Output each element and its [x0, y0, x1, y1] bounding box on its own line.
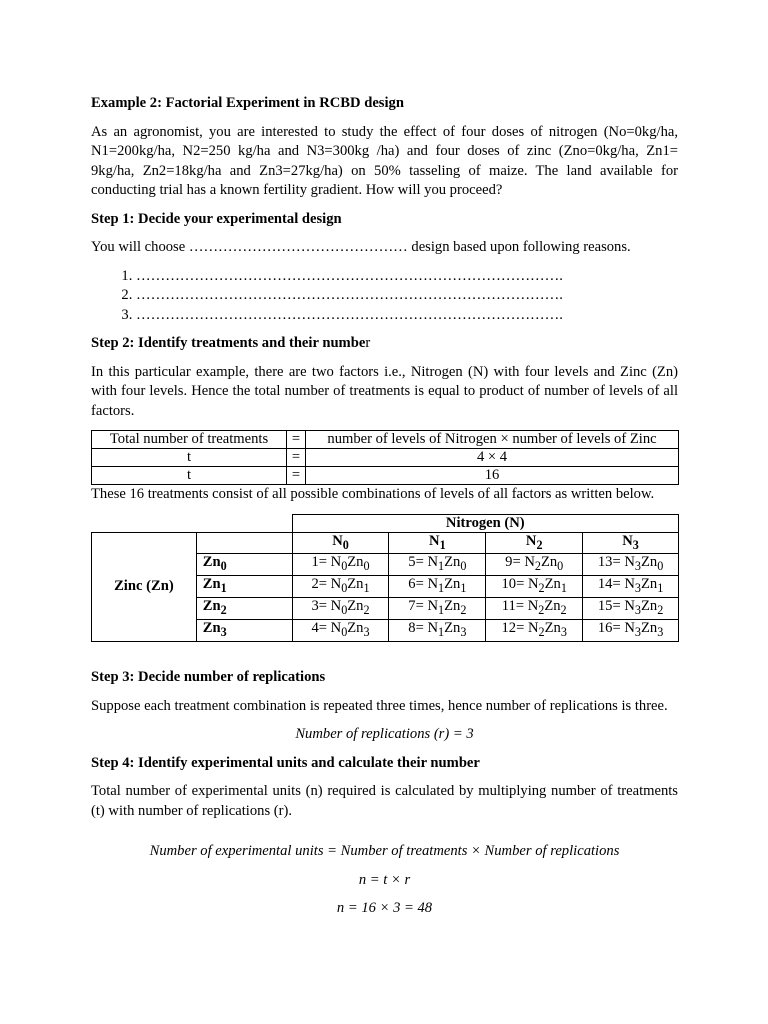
- step3-text: Suppose each treatment combination is repeated three times, hence number of replications is three.: [91, 697, 668, 714]
- combo-cell: $9= N_2Zn_0$: [486, 554, 583, 576]
- spacer: [91, 830, 678, 842]
- combo-cell: $4= N_0Zn_3$: [292, 620, 389, 642]
- combo-cell: $16= N_3Zn_3$: [583, 620, 679, 642]
- combo-cell: $8= N_1Zn_3$: [389, 620, 486, 642]
- units-formula: Number of experimental units = Number of treatments × Number of replications: [149, 843, 620, 860]
- table-cell: 4 × 4: [306, 449, 679, 467]
- table-cell: =: [287, 431, 306, 449]
- table-cell: Total number of treatments: [92, 431, 287, 449]
- combo-cell: $2= N_0Zn_1$: [292, 576, 389, 598]
- step3-heading: Step 3: Decide number of replications: [91, 669, 326, 686]
- zinc-level-header: $Zn_2$: [196, 598, 292, 620]
- units-formula-symbolic: n = t × r: [358, 871, 411, 888]
- table-row: [92, 431, 679, 449]
- table-cell: 16: [306, 467, 679, 485]
- nitrogen-level-header: $N_1$: [389, 532, 486, 554]
- empty-corner-cell: [92, 514, 293, 532]
- combinations-intro: These 16 treatments consist of all possible combinations of levels of all factors as written below.: [91, 486, 655, 502]
- table-cell: =: [287, 467, 306, 485]
- combo-cell: $14= N_3Zn_1$: [583, 576, 679, 598]
- example-title: Example 2: Factorial Experiment in RCBD design: [91, 95, 404, 111]
- empty-cell: [196, 532, 292, 554]
- units-formula-result: n = 16 × 3 = 48: [336, 900, 433, 917]
- combo-cell: $3= N_0Zn_2$: [292, 598, 389, 620]
- table-row: [92, 532, 679, 554]
- table-row: [92, 514, 679, 532]
- combo-cell: $6= N_1Zn_1$: [389, 576, 486, 598]
- zinc-level-header: $Zn_0$: [196, 554, 292, 576]
- combo-cell: $7= N_1Zn_2$: [389, 598, 486, 620]
- nitrogen-level-header: $N_0$: [292, 532, 389, 554]
- step1-text: You will choose ……………………………………… design based upon following reasons.: [91, 239, 631, 255]
- combo-cell: $13= N_3Zn_0$: [583, 554, 679, 576]
- reasons-list: [91, 267, 678, 326]
- step4-heading: Step 4: Identify experimental units and calculate their number: [91, 754, 480, 771]
- step4-text: Total number of experimental units (n) required is calculated by multiplying number of treatments (t) with number of replications (r).: [91, 783, 678, 819]
- replications-equation: Number of replications (r) = 3: [295, 726, 474, 743]
- step2-heading: [91, 334, 678, 354]
- reason-item: 2. …………………………………………………………………………….: [136, 286, 678, 306]
- reason-item: 1. …………………………………………………………………………….: [136, 267, 678, 287]
- nitrogen-factor-header: Nitrogen (N): [292, 514, 678, 532]
- table-row: [92, 449, 679, 467]
- combo-cell: $12= N_2Zn_3$: [486, 620, 583, 642]
- combo-cell: $11= N_2Zn_2$: [486, 598, 583, 620]
- zinc-level-header: $Zn_3$: [196, 620, 292, 642]
- step2-heading-main: Step 2: Identify treatments and their numbe: [91, 335, 366, 351]
- treatment-calc-table: [91, 430, 679, 485]
- zinc-level-header: $Zn_1$: [196, 576, 292, 598]
- combo-cell: $15= N_3Zn_2$: [583, 598, 679, 620]
- table-cell: t: [92, 449, 287, 467]
- combo-cell: $10= N_2Zn_1$: [486, 576, 583, 598]
- combo-cell: $1= N_0Zn_0$: [292, 554, 389, 576]
- step2-heading-tail: r: [365, 335, 371, 351]
- table-row: [92, 467, 679, 485]
- zinc-factor-header: Zinc (Zn): [92, 532, 197, 642]
- table-cell: t: [92, 467, 287, 485]
- table-cell: =: [287, 449, 306, 467]
- step1-heading: Step 1: Decide your experimental design: [91, 210, 342, 227]
- step2-text: In this particular example, there are two factors i.e., Nitrogen (N) with four levels and Zinc (Zn) with four levels. Hence the total number of treatments is equal to product of number of levels of all factors.: [91, 363, 678, 419]
- treatment-combination-table: [91, 514, 679, 643]
- nitrogen-level-header: $N_3$: [583, 532, 679, 554]
- nitrogen-level-header: $N_2$: [486, 532, 583, 554]
- table-cell: number of levels of Nitrogen × number of levels of Zinc: [306, 431, 679, 449]
- combo-cell: $5= N_1Zn_0$: [389, 554, 486, 576]
- intro-paragraph: As an agronomist, you are interested to study the effect of four doses of nitrogen (No=0kg/ha, N1=200kg/ha, N2=250 kg/ha and N3=300kg /ha) and four doses of zinc (Zno=0kg/ha, Zn1= 9kg/ha, Zn2=18kg/ha and Zn3=27kg/ha) on 50% tasseling of maize. The land available for conducting trial has a known fertility gradient. How will you proceed?: [91, 123, 678, 198]
- reason-item: 3. …………………………………………………………………………….: [136, 306, 678, 326]
